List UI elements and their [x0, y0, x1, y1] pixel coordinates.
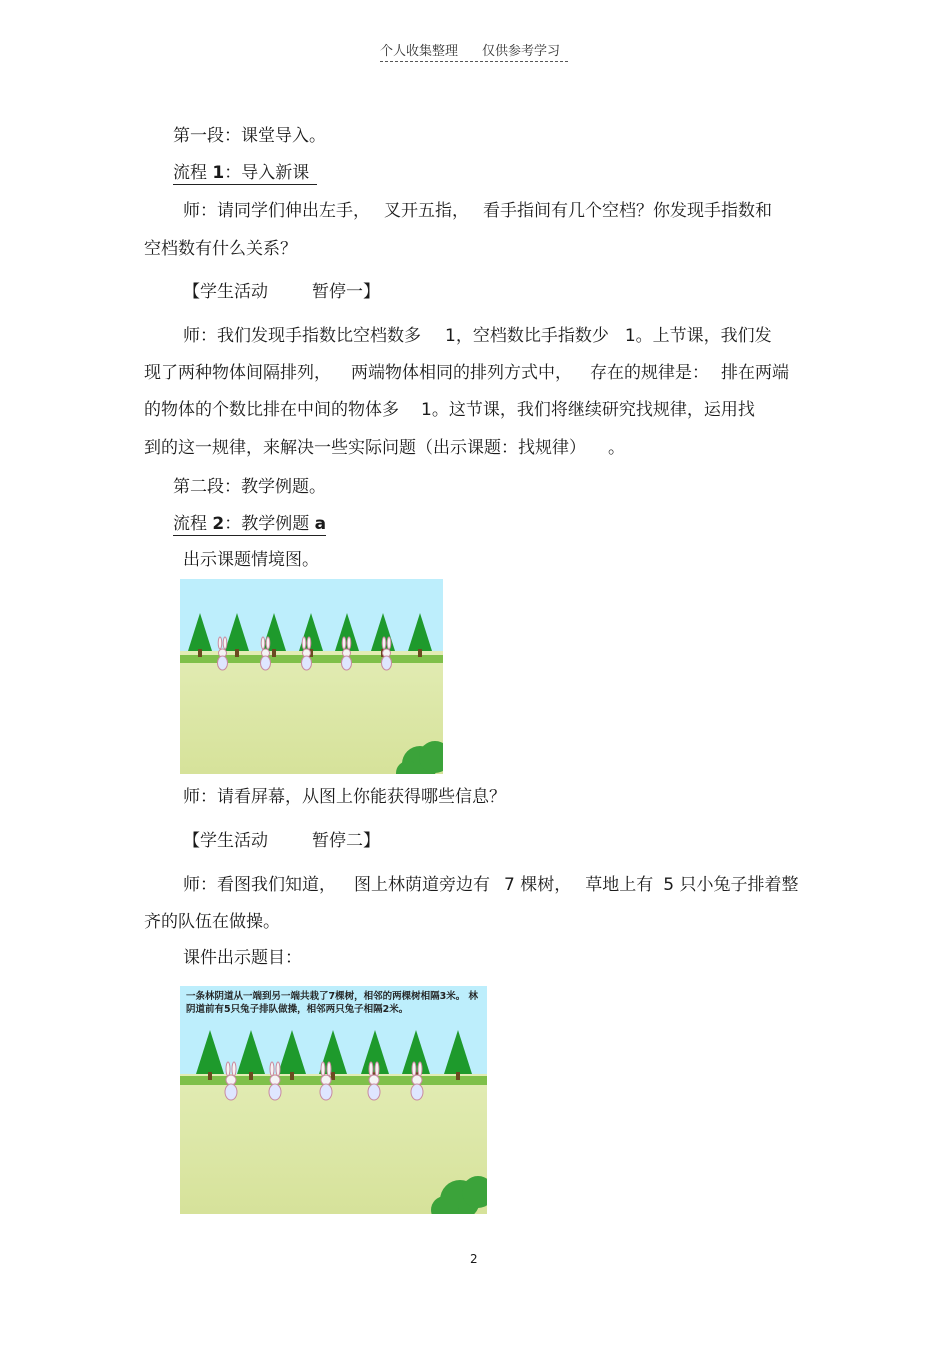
text-span: 师：我们发现手指数比空档数多: [183, 326, 421, 346]
text-span: 排在两端: [721, 363, 789, 383]
paragraph-line: 师：请看屏幕，从图上你能获得哪些信息？: [183, 787, 506, 807]
flow-one-heading: [173, 163, 317, 183]
text-span: 两端物体相同的排列方式中，: [351, 363, 572, 383]
flow-one-number: 1: [212, 163, 225, 183]
flow-one-prefix: 流程: [173, 163, 213, 183]
paragraph-line: 空档数有什么关系？: [144, 239, 297, 259]
page-header: [380, 40, 568, 62]
text-span: 师：看图我们知道，: [183, 875, 336, 895]
flow-two-title: ：教学例题: [224, 514, 315, 534]
scene-figure-two: [180, 986, 487, 1214]
paragraph-line: [144, 400, 755, 420]
paragraph-line: [183, 201, 772, 221]
scene-illustration: [180, 579, 443, 774]
text-span: 1，空档数比手指数少: [445, 326, 609, 346]
paragraph-line: [144, 438, 625, 458]
text-span: 到的这一规律，来解决一些实际问题（出示课题：找规律）: [144, 438, 586, 458]
paragraph-line: 齐的队伍在做操。: [144, 912, 280, 932]
flow-two-heading: [173, 514, 326, 534]
paragraph-line: [183, 875, 798, 895]
problem-caption: 一条林阴道从一端到另一端共栽了7棵树，相邻的两棵树相隔3米。 林阴道前有5只兔子排队做操，相邻两只兔子相隔2米。: [186, 991, 479, 1015]
text-span: 草地上有: [585, 875, 654, 895]
scene-figure-one: [180, 579, 443, 774]
scene-illustration: [180, 986, 487, 1214]
text-span: 图上林荫道旁边有: [354, 875, 490, 895]
page-number: 2: [470, 1252, 478, 1266]
text-span: 的物体的个数比排在中间的物体多: [144, 400, 399, 420]
text-span: 师：请同学们伸出左手，: [183, 201, 370, 221]
header-left: 个人收集整理: [380, 44, 459, 59]
header-right: 仅供参考学习: [482, 44, 561, 59]
flow-one-title: ：导入新课: [224, 163, 310, 183]
text-span: 存在的规律是：: [590, 363, 709, 383]
text-span: 1。这节课，我们将继续研究找规律，运用找: [421, 400, 755, 420]
text-span: 看手指间有几个空档？你发现手指数和: [483, 201, 772, 221]
text-span: 现了两种物体间隔排列，: [144, 363, 331, 383]
section-two-heading: 第二段：教学例题。: [173, 477, 326, 497]
text-span: 。: [608, 438, 625, 458]
flow-two-prefix: 流程: [173, 514, 213, 534]
paragraph-line: 出示课题情境图。: [183, 550, 319, 570]
text-span: 暂停二】: [312, 831, 380, 851]
text-span: 1。上节课，我们发: [624, 326, 772, 346]
text-span: 暂停一】: [312, 282, 380, 302]
section-one-heading: 第一段：课堂导入。: [173, 126, 326, 146]
paragraph-line: [144, 363, 789, 383]
paragraph-line: 课件出示题目：: [183, 948, 302, 968]
flow-two-number: 2: [212, 514, 225, 534]
paragraph-line: [183, 326, 772, 346]
text-span: 叉开五指，: [384, 201, 469, 221]
text-span: 【学生活动: [183, 282, 268, 302]
text-span: 7 棵树，: [504, 875, 572, 895]
flow-two-suffix: a: [314, 514, 327, 534]
text-span: 5 只小兔子排着整: [663, 875, 799, 895]
text-span: 【学生活动: [183, 831, 268, 851]
student-activity-one: [183, 282, 380, 302]
student-activity-two: [183, 831, 380, 851]
